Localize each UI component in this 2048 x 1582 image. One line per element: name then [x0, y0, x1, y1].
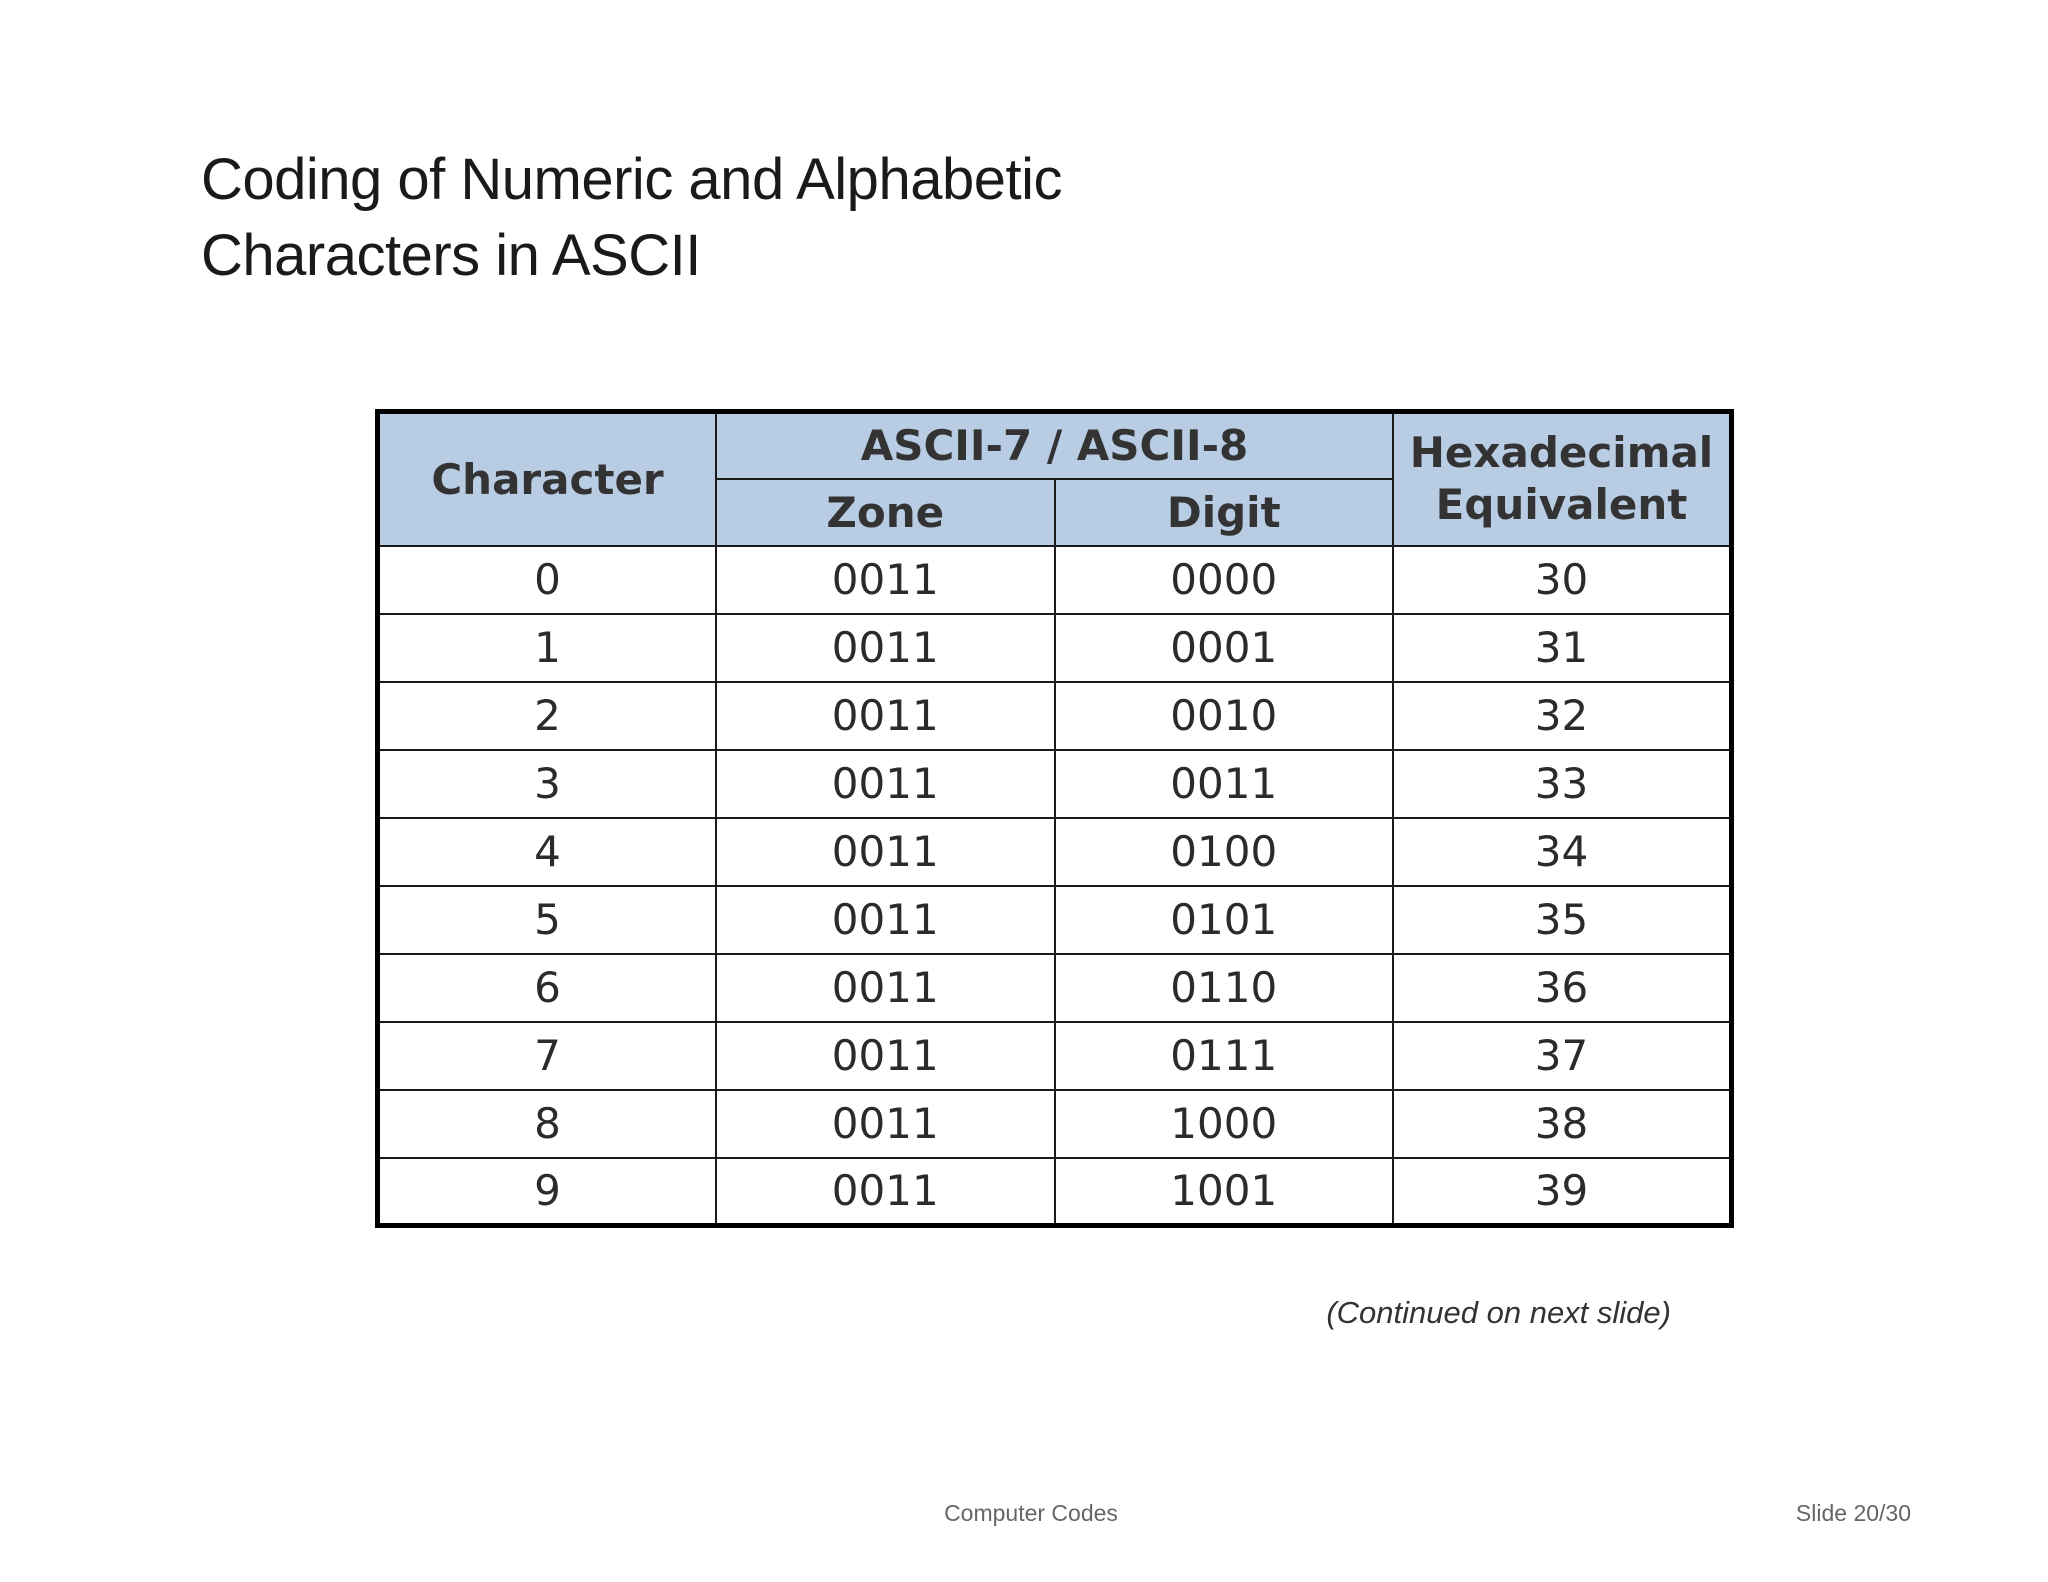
cell-character: 0: [378, 546, 717, 614]
header-hex-line-1: Hexadecimal: [1409, 428, 1714, 478]
header-zone: Zone: [716, 479, 1055, 546]
slide-title-line-1: Coding of Numeric and Alphabetic: [201, 147, 1062, 212]
cell-hex: 31: [1393, 614, 1732, 682]
table-row: [378, 682, 1732, 750]
cell-digit: 0101: [1055, 886, 1394, 954]
cell-zone: 0011: [716, 750, 1055, 818]
cell-hex: 33: [1393, 750, 1732, 818]
cell-character: 1: [378, 614, 717, 682]
cell-digit: 0100: [1055, 818, 1394, 886]
table-row: [378, 1022, 1732, 1090]
table-row: [378, 954, 1732, 1022]
cell-hex: 37: [1393, 1022, 1732, 1090]
cell-character: 7: [378, 1022, 717, 1090]
table-row: [378, 614, 1732, 682]
cell-digit: 0011: [1055, 750, 1394, 818]
cell-zone: 0011: [716, 1022, 1055, 1090]
cell-character: 4: [378, 818, 717, 886]
cell-hex: 39: [1393, 1158, 1732, 1226]
cell-character: 6: [378, 954, 717, 1022]
header-hex-line-2: Equivalent: [1435, 480, 1688, 530]
table-row: [378, 1090, 1732, 1158]
slide-title: [201, 142, 1062, 294]
cell-character: 2: [378, 682, 717, 750]
table-row: [378, 546, 1732, 614]
cell-hex: 34: [1393, 818, 1732, 886]
table-body: [378, 546, 1732, 1226]
cell-zone: 0011: [716, 1090, 1055, 1158]
header-hex-equivalent: [1393, 412, 1732, 546]
cell-hex: 35: [1393, 886, 1732, 954]
cell-zone: 0011: [716, 1158, 1055, 1226]
cell-character: 3: [378, 750, 717, 818]
continued-note: (Continued on next slide): [1326, 1295, 1671, 1330]
slide-number: Slide 20/30: [1795, 1500, 1911, 1526]
cell-digit: 0111: [1055, 1022, 1394, 1090]
cell-digit: 1001: [1055, 1158, 1394, 1226]
cell-zone: 0011: [716, 546, 1055, 614]
cell-zone: 0011: [716, 886, 1055, 954]
cell-character: 8: [378, 1090, 717, 1158]
cell-hex: 30: [1393, 546, 1732, 614]
cell-hex: 36: [1393, 954, 1732, 1022]
table-row: [378, 750, 1732, 818]
cell-zone: 0011: [716, 818, 1055, 886]
ascii-code-table: [375, 409, 1734, 1228]
cell-digit: 1000: [1055, 1090, 1394, 1158]
cell-digit: 0110: [1055, 954, 1394, 1022]
slide-title-line-2: Characters in ASCII: [201, 223, 701, 288]
cell-digit: 0010: [1055, 682, 1394, 750]
table-row: [378, 818, 1732, 886]
cell-digit: 0001: [1055, 614, 1394, 682]
cell-hex: 38: [1393, 1090, 1732, 1158]
table-row: [378, 1158, 1732, 1226]
footer-title: Computer Codes: [944, 1500, 1118, 1526]
cell-zone: 0011: [716, 682, 1055, 750]
cell-digit: 0000: [1055, 546, 1394, 614]
table-row: [378, 886, 1732, 954]
cell-hex: 32: [1393, 682, 1732, 750]
header-digit: Digit: [1055, 479, 1394, 546]
cell-zone: 0011: [716, 614, 1055, 682]
header-ascii-group: ASCII-7 / ASCII-8: [716, 412, 1393, 479]
header-character: Character: [378, 412, 717, 546]
cell-character: 9: [378, 1158, 717, 1226]
cell-zone: 0011: [716, 954, 1055, 1022]
cell-character: 5: [378, 886, 717, 954]
